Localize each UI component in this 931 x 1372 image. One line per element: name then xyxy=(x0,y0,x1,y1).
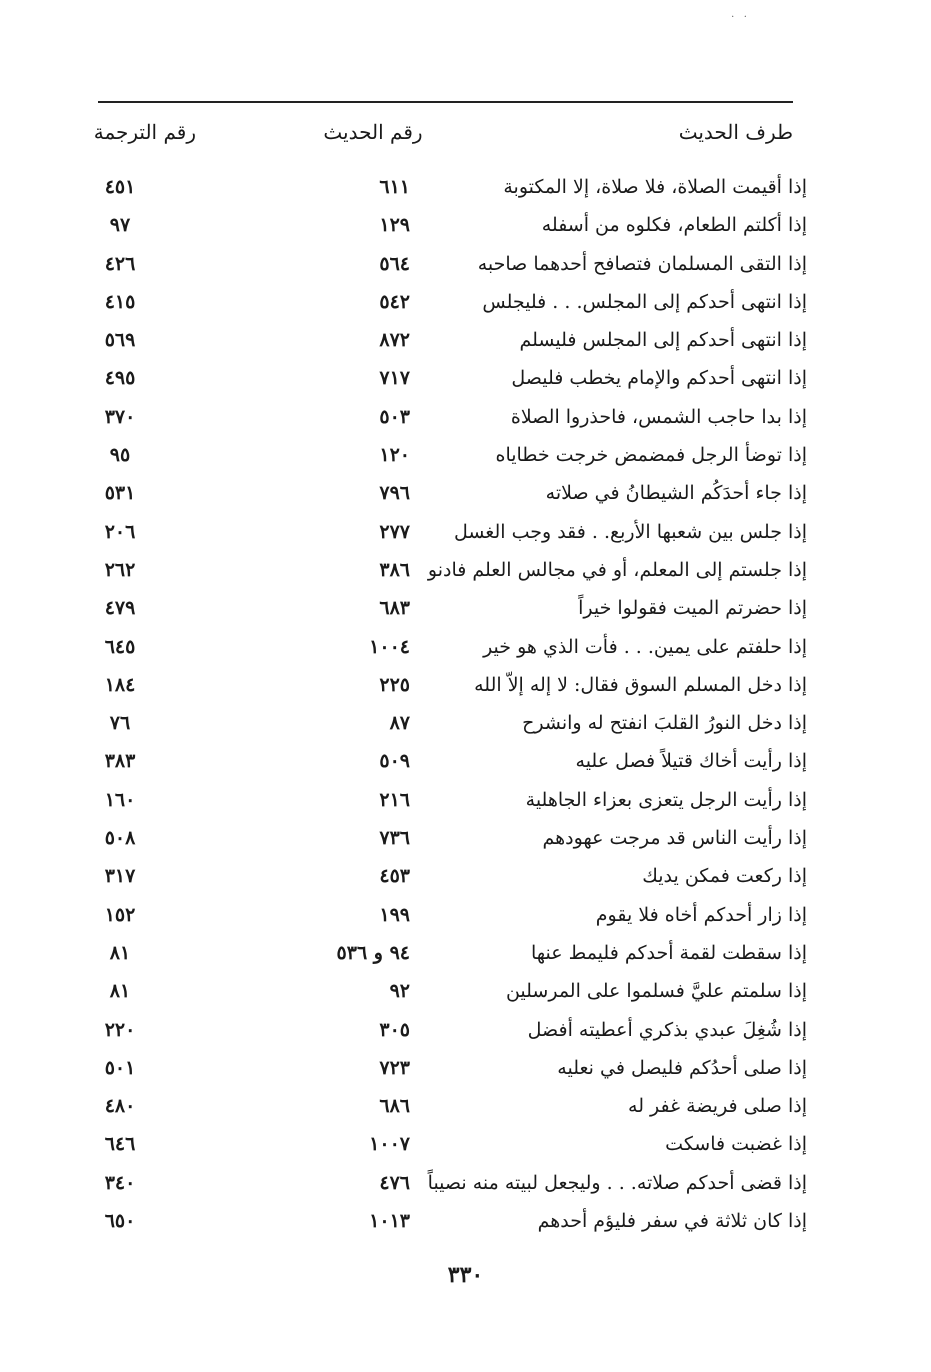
hadith-text: إذا جلستم إلى المعلم، أو في مجالس العلم فادنو xyxy=(427,558,807,581)
translation-number: ١٨٤ xyxy=(104,673,136,696)
table-row xyxy=(0,555,931,593)
table-row xyxy=(0,632,931,670)
table-row xyxy=(0,1091,931,1129)
translation-number: ٨١ xyxy=(109,980,131,1003)
hadith-text: إذا زار أحدكم أخاه فلا يقوم xyxy=(595,903,807,926)
translation-number: ٢٢٠ xyxy=(104,1018,136,1041)
table-row xyxy=(0,402,931,440)
hadith-number: ٨٧٢ xyxy=(379,329,410,352)
hadith-number: ٦٨٣ xyxy=(379,597,410,620)
hadith-text: إذا صلى فريضة غفر له xyxy=(628,1095,807,1118)
hadith-number: ١٠٠٤ xyxy=(369,635,410,658)
table-row xyxy=(0,1206,931,1244)
hadith-text: إذا بدا حاجب الشمس، فاحذروا الصلاة xyxy=(510,405,807,428)
hadith-text: إذا سقطت لقمة أحدكم فليمط عنها xyxy=(531,941,807,964)
hadith-text: إذا توضأ الرجل فمضمض خرجت خطاياه xyxy=(495,444,807,467)
hadith-text: إذا انتهى أحدكم إلى المجلس. . . فليجلس xyxy=(482,290,807,313)
table-row xyxy=(0,708,931,746)
table-header xyxy=(0,120,931,156)
translation-number: ٥٦٩ xyxy=(104,329,136,352)
hadith-number: ٥٠٩ xyxy=(379,750,410,773)
translation-number: ٦٤٦ xyxy=(104,1133,136,1156)
hadith-text: إذا رأيت أخاك قتيلاً فصل عليه xyxy=(575,750,807,773)
hadith-text: إذا رأيت الرجل يتعزى بعزاء الجاهلية xyxy=(525,788,807,811)
hadith-number: ٥٦٤ xyxy=(379,252,410,275)
hadith-number: ٧١٧ xyxy=(379,367,410,390)
header-translation-label: رقم الترجمة xyxy=(93,120,196,144)
hadith-number: ٦١١ xyxy=(379,176,410,198)
translation-number: ٢٦٢ xyxy=(104,558,136,581)
hadith-number: ١٠١٣ xyxy=(369,1210,410,1233)
table-row xyxy=(0,363,931,401)
hadith-number: ١٩٩ xyxy=(379,903,410,926)
hadith-text: إذا أقيمت الصلاة، فلا صلاة، إلا المكتوبة xyxy=(503,176,807,198)
page-number: ٣٣٠ xyxy=(447,1262,484,1288)
hadith-text: إذا التقى المسلمان فتصافح أحدهما صاحبه xyxy=(477,252,807,275)
translation-number: ٤٨٠ xyxy=(104,1095,136,1118)
table-row xyxy=(0,1053,931,1091)
hadith-text: إذا حلفتم على يمين. . . فأت الذي هو خير xyxy=(483,635,807,658)
table-row xyxy=(0,900,931,938)
translation-number: ٣٤٠ xyxy=(104,1171,136,1194)
table-row xyxy=(0,325,931,363)
table-row xyxy=(0,172,931,210)
translation-number: ٤٩٥ xyxy=(104,367,136,390)
hadith-text: إذا ركعت فمكن يديك xyxy=(642,865,807,888)
table-row xyxy=(0,746,931,784)
table-row xyxy=(0,976,931,1014)
hadith-number: ٦٨٦ xyxy=(379,1095,410,1118)
header-hadith-label: طرف الحديث xyxy=(678,120,793,144)
hadith-number: ١٢٠ xyxy=(379,444,410,467)
translation-number: ١٦٠ xyxy=(104,788,136,811)
hadith-text: إذا جاء أحدَكُم الشيطانُ في صلاته xyxy=(545,482,807,505)
table-row xyxy=(0,440,931,478)
hadith-text: إذا كان ثلاثة في سفر فليؤم أحدهم xyxy=(537,1210,807,1233)
table-row xyxy=(0,938,931,976)
translation-number: ٣١٧ xyxy=(104,865,136,888)
hadith-text: إذا أكلتم الطعام، فكلوه من أسفله xyxy=(541,214,807,237)
translation-number: ٧٦ xyxy=(109,712,131,735)
hadith-text: إذا دخل النورُ القلبَ انفتح له وانشرح xyxy=(522,712,807,735)
translation-number: ٣٧٠ xyxy=(104,405,136,428)
translation-number: ٤٧٩ xyxy=(104,597,136,620)
hadith-number: ٤٧٦ xyxy=(379,1171,410,1194)
translation-number: ٥٠١ xyxy=(104,1056,136,1079)
scan-specks: · · xyxy=(731,12,747,23)
translation-number: ٤٢٦ xyxy=(104,252,136,275)
hadith-text: إذا غضبت فاسكت xyxy=(665,1133,807,1156)
hadith-number: ٢٧٧ xyxy=(379,520,410,543)
table-row xyxy=(0,287,931,325)
table-row xyxy=(0,1168,931,1206)
table-row xyxy=(0,593,931,631)
translation-number: ٦٤٥ xyxy=(104,635,136,658)
hadith-text: إذا حضرتم الميت فقولوا خيراً xyxy=(578,597,807,620)
hadith-number: ٨٧ xyxy=(389,712,410,735)
hadith-text: إذا انتهى أحدكم والإمام يخطب فليصل xyxy=(511,367,807,390)
hadith-number: ٧٢٣ xyxy=(379,1056,410,1079)
hadith-text: إذا قضى أحدكم صلاته. . . وليجعل لبيته منه نصيباً xyxy=(427,1171,807,1194)
table-row xyxy=(0,670,931,708)
hadith-number: ٤٥٣ xyxy=(379,865,410,888)
translation-number: ٣٨٣ xyxy=(104,750,136,773)
table-row xyxy=(0,823,931,861)
table-row xyxy=(0,861,931,899)
hadith-number: ١٢٩ xyxy=(379,214,410,237)
translation-number: ٩٥ xyxy=(109,444,131,467)
hadith-text: إذا انتهى أحدكم إلى المجلس فليسلم xyxy=(519,329,807,352)
table-row xyxy=(0,210,931,248)
hadith-number: ٣٠٥ xyxy=(379,1018,410,1041)
header-number-label: رقم الحديث xyxy=(323,120,423,144)
hadith-number: ٢٢٥ xyxy=(379,673,410,696)
translation-number: ٨١ xyxy=(109,941,131,964)
hadith-text: إذا صلى أحدُكم فليصل في نعليه xyxy=(557,1056,807,1079)
hadith-text: إذا شُغِلَ عبدي بذكري أعطيته أفضل xyxy=(527,1018,807,1041)
translation-number: ٥٠٨ xyxy=(104,827,136,850)
translation-number: ٦٥٠ xyxy=(104,1210,136,1233)
hadith-number: ٣٨٦ xyxy=(379,558,410,581)
hadith-text: إذا دخل المسلم السوق فقال: لا إله إلاّ الله xyxy=(474,673,807,696)
table-row xyxy=(0,517,931,555)
hadith-number: ٥٠٣ xyxy=(379,405,410,428)
translation-number: ٤١٥ xyxy=(104,290,136,313)
translation-number: ٤٥١ xyxy=(104,176,136,198)
hadith-number: ٥٤٢ xyxy=(379,290,410,313)
hadith-text: إذا رأيت الناس قد مرجت عهودهم xyxy=(542,827,807,850)
table-row xyxy=(0,249,931,287)
top-rule xyxy=(98,101,793,103)
hadith-number: ٧٩٦ xyxy=(379,482,410,505)
hadith-number: ٩٤ و ٥٣٦ xyxy=(336,941,410,964)
hadith-text: إذا جلس بين شعبها الأربع. . فقد وجب الغسل xyxy=(453,520,807,543)
hadith-number: ٢١٦ xyxy=(379,788,410,811)
translation-number: ٥٣١ xyxy=(104,482,136,505)
translation-number: ٩٧ xyxy=(109,214,131,237)
hadith-number: ٩٢ xyxy=(389,980,410,1003)
translation-number: ٢٠٦ xyxy=(104,520,136,543)
table-row xyxy=(0,785,931,823)
table-row xyxy=(0,478,931,516)
table-row xyxy=(0,1129,931,1167)
table-row xyxy=(0,1015,931,1053)
translation-number: ١٥٢ xyxy=(104,903,136,926)
hadith-number: ٧٣٦ xyxy=(379,827,410,850)
hadith-text: إذا سلمتم عليَّ فسلموا على المرسلين xyxy=(505,980,807,1003)
hadith-number: ١٠٠٧ xyxy=(369,1133,410,1156)
index-table xyxy=(0,172,931,1244)
